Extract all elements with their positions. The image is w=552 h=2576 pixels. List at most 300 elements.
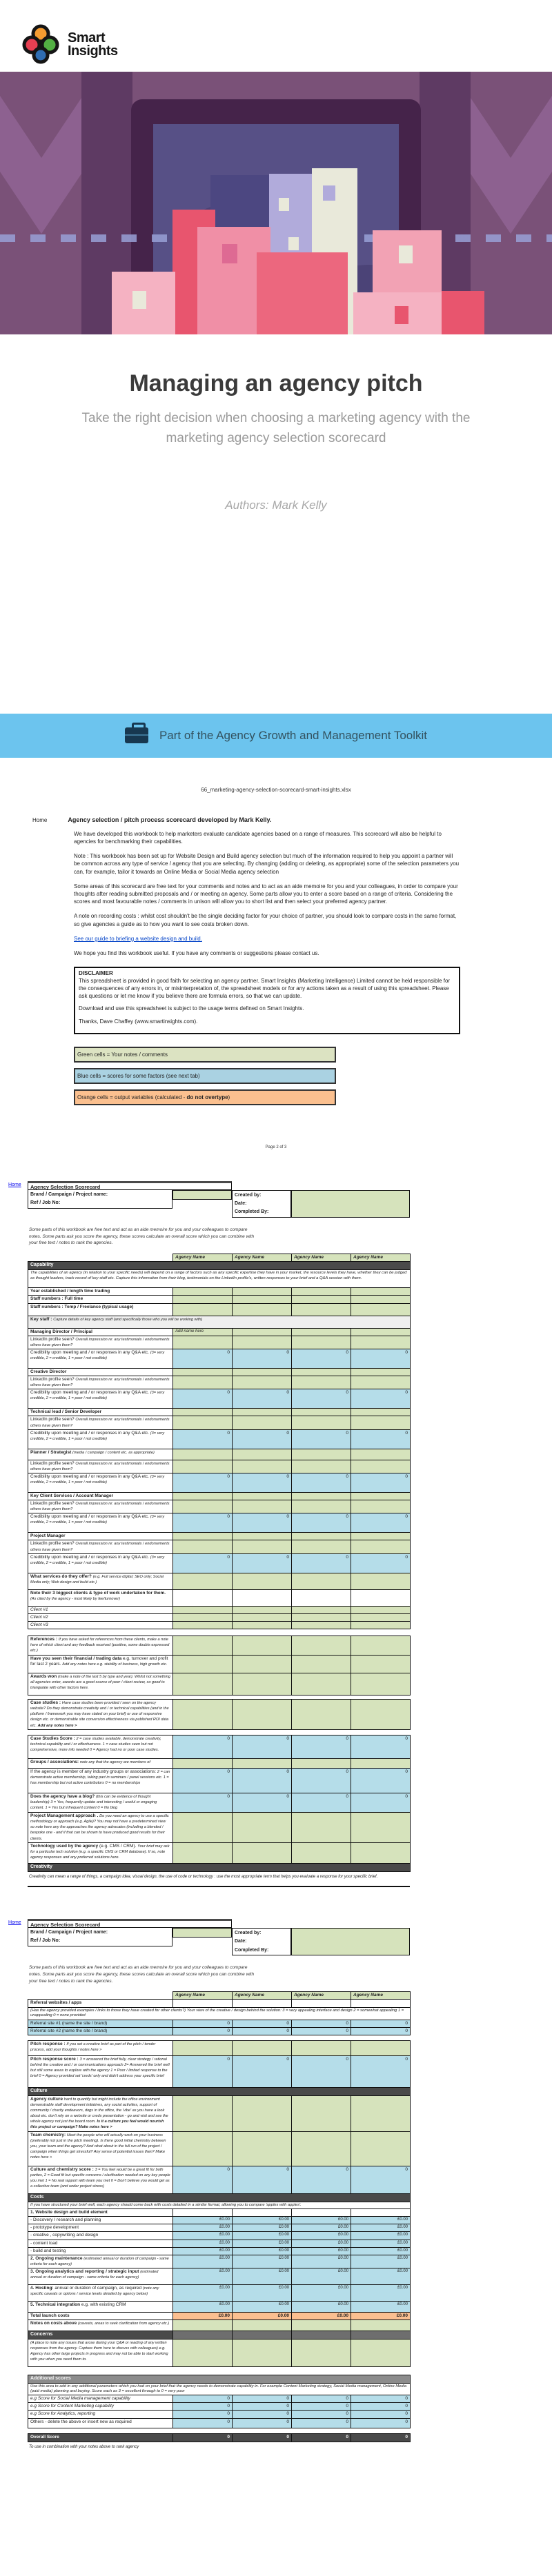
notes-cell[interactable] bbox=[292, 2040, 351, 2055]
notes-cell[interactable] bbox=[351, 1409, 411, 1416]
row-label bbox=[28, 1328, 173, 1336]
notes-cell[interactable] bbox=[292, 1328, 351, 1336]
notes-cell[interactable] bbox=[173, 1621, 233, 1629]
notes-cell[interactable] bbox=[233, 1492, 292, 1500]
row-label bbox=[28, 1769, 173, 1793]
note-sm: (3= very credible, 2 = credible, 1 = poor / not credible) bbox=[30, 1391, 165, 1401]
notes-cell[interactable] bbox=[233, 1842, 292, 1863]
notes-cell[interactable] bbox=[351, 1540, 411, 1553]
notes-cell[interactable] bbox=[292, 1673, 351, 1695]
notes-cell[interactable] bbox=[351, 1700, 411, 1730]
score-cell[interactable]: 0 bbox=[233, 1793, 292, 1813]
notes-cell[interactable] bbox=[173, 1336, 233, 1349]
notes-cell[interactable] bbox=[233, 1296, 292, 1303]
b: Managing Director / Principal bbox=[30, 1329, 92, 1334]
cost-cell[interactable]: £0.00 bbox=[233, 2224, 292, 2232]
notes-cell[interactable] bbox=[292, 1500, 351, 1513]
score-cell[interactable]: 0 bbox=[292, 2411, 351, 2418]
notes-cell[interactable] bbox=[292, 1376, 351, 1389]
notes-cell[interactable] bbox=[233, 1656, 292, 1673]
sheet-intro-note: Some parts of this workbook are free text and act as an aide memoire for you and your colleagues to compare notes. Some parts ask you score the agency, these scores calculate an overall score which you can combine with your free text / notes to rank the agencies. bbox=[29, 1227, 255, 1246]
notes-cell[interactable] bbox=[351, 1328, 411, 1336]
cost-cell[interactable]: £0.00 bbox=[292, 2217, 351, 2224]
entry-cell[interactable] bbox=[292, 2209, 351, 2217]
paragraph: We have developed this workbook to help marketers evaluate candidate agencies based on a range of measures. This scorecard will also be helpful to agencies for benchmarking their capabilities. bbox=[74, 830, 442, 845]
notes-cell[interactable] bbox=[173, 2040, 233, 2055]
score-cell[interactable]: 0 bbox=[292, 1389, 351, 1409]
notes-cell[interactable] bbox=[233, 1606, 292, 1613]
notes-cell[interactable] bbox=[351, 1573, 411, 1589]
briefing-guide-link[interactable]: See our guide to briefing a website design and build. bbox=[74, 935, 202, 942]
row-label bbox=[28, 2040, 173, 2055]
section-header bbox=[28, 2375, 411, 2383]
score-cell[interactable]: 0 bbox=[351, 2020, 411, 2027]
notes-cell[interactable] bbox=[233, 1533, 292, 1540]
score-cell[interactable]: 0 bbox=[173, 1349, 233, 1368]
score-cell[interactable]: 0 bbox=[173, 2020, 233, 2027]
agency-name-cell[interactable]: Agency Name bbox=[233, 1992, 292, 2000]
notes-cell[interactable] bbox=[351, 1813, 411, 1843]
score-cell[interactable]: 0 bbox=[351, 2395, 411, 2403]
notes-cell[interactable] bbox=[173, 1613, 233, 1621]
entry-cell[interactable] bbox=[351, 2209, 411, 2217]
notes-cell[interactable] bbox=[292, 1368, 351, 1376]
score-cell[interactable]: 0 bbox=[292, 2027, 351, 2035]
score-cell[interactable]: 0 bbox=[233, 2418, 292, 2428]
score-cell[interactable]: 0 bbox=[233, 2403, 292, 2411]
score-cell[interactable]: 0 bbox=[351, 1349, 411, 1368]
notes-cell[interactable] bbox=[292, 1336, 351, 1349]
agency-name-cell[interactable]: Agency Name bbox=[292, 1992, 351, 2000]
notes-cell[interactable] bbox=[173, 1533, 233, 1540]
notes-cell[interactable] bbox=[351, 1656, 411, 1673]
cost-cell[interactable]: £0.00 bbox=[233, 2240, 292, 2247]
notes-cell[interactable] bbox=[233, 1673, 292, 1695]
notes-cell[interactable] bbox=[233, 1409, 292, 1416]
created-input-cell[interactable] bbox=[291, 1928, 410, 1955]
notes-cell[interactable] bbox=[292, 1813, 351, 1843]
notes-cell[interactable] bbox=[292, 2339, 351, 2366]
cost-cell[interactable]: £0.00 bbox=[233, 2217, 292, 2224]
notes-cell[interactable] bbox=[351, 2095, 411, 2131]
entry-cell[interactable] bbox=[351, 1589, 411, 1606]
cost-cell[interactable]: £0.00 bbox=[233, 2302, 292, 2313]
notes-cell[interactable] bbox=[233, 1376, 292, 1389]
agency-name-cell[interactable]: Agency Name bbox=[233, 1254, 292, 1262]
notes-cell[interactable] bbox=[351, 1500, 411, 1513]
cost-cell[interactable]: £0.00 bbox=[292, 2285, 351, 2302]
score-cell[interactable]: 0 bbox=[173, 1513, 233, 1533]
note-sm: Is it a culture you feel would nourish this project or campaign? Make notes here > bbox=[30, 2120, 164, 2130]
score-cell[interactable]: 0 bbox=[173, 1389, 233, 1409]
notes-cell[interactable] bbox=[233, 1621, 292, 1629]
overall-score-cell[interactable]: 0 bbox=[233, 2433, 292, 2442]
notes-cell[interactable] bbox=[292, 1759, 351, 1769]
notes-cell[interactable] bbox=[233, 1759, 292, 1769]
notes-cell[interactable] bbox=[351, 1416, 411, 1429]
score-cell[interactable]: 0 bbox=[173, 1473, 233, 1492]
notes-cell[interactable] bbox=[233, 1540, 292, 1553]
score-cell[interactable]: 0 bbox=[173, 2166, 233, 2193]
notes-cell[interactable] bbox=[292, 2320, 351, 2331]
score-cell[interactable]: 0 bbox=[233, 2166, 292, 2193]
note-sm: Overall impression re: any testimonials / endorsements others have given them? bbox=[30, 1542, 170, 1552]
sheet-row bbox=[28, 1793, 411, 1813]
sheet-row bbox=[28, 2131, 411, 2166]
note-sm: Do you need an agency to use a specific methodology or approach (e.g. Agile)? You may not have a predetermined view so note here any the approaches the agency advocates (including a blended / bespoke one - and if that can be shown to have produced good results for their clients. bbox=[30, 1814, 169, 1841]
row-label bbox=[28, 2268, 173, 2285]
notes-cell[interactable] bbox=[233, 1416, 292, 1429]
notes-cell[interactable] bbox=[292, 1533, 351, 1540]
notes-cell[interactable] bbox=[233, 2040, 292, 2055]
score-cell[interactable]: 0 bbox=[173, 1769, 233, 1793]
notes-cell[interactable] bbox=[351, 1673, 411, 1695]
cost-cell[interactable]: £0.00 bbox=[173, 2247, 233, 2255]
cost-cell[interactable]: £0.00 bbox=[173, 2302, 233, 2313]
notes-cell[interactable] bbox=[233, 1613, 292, 1621]
cost-cell[interactable]: £0.00 bbox=[173, 2240, 233, 2247]
cost-cell[interactable]: £0.00 bbox=[173, 2268, 233, 2285]
entry-cell[interactable] bbox=[233, 1589, 292, 1606]
score-cell[interactable]: 0 bbox=[233, 2055, 292, 2087]
cost-cell[interactable]: £0.00 bbox=[173, 2232, 233, 2240]
notes-cell[interactable] bbox=[173, 1759, 233, 1769]
notes-cell[interactable] bbox=[173, 2131, 233, 2166]
score-cell[interactable]: 0 bbox=[351, 1553, 411, 1573]
score-cell[interactable]: 0 bbox=[292, 2395, 351, 2403]
notes-cell[interactable] bbox=[173, 2095, 233, 2131]
agency-name-cell[interactable]: Agency Name bbox=[292, 1254, 351, 1262]
brand-ref-labels bbox=[28, 1190, 172, 1209]
notes-cell[interactable] bbox=[233, 1288, 292, 1296]
notes-cell[interactable] bbox=[233, 2320, 292, 2331]
score-cell[interactable]: 0 bbox=[233, 1769, 292, 1793]
notes-cell[interactable] bbox=[173, 1656, 233, 1673]
cost-cell[interactable]: £0.00 bbox=[173, 2217, 233, 2224]
score-cell[interactable]: 0 bbox=[351, 2027, 411, 2035]
score-cell[interactable]: 0 bbox=[292, 1513, 351, 1533]
cost-cell[interactable]: £0.00 bbox=[233, 2285, 292, 2302]
score-cell[interactable]: 0 bbox=[292, 1429, 351, 1449]
cost-cell[interactable]: £0.00 bbox=[351, 2217, 411, 2224]
notes-cell[interactable] bbox=[351, 1606, 411, 1613]
score-cell[interactable]: 0 bbox=[233, 2027, 292, 2035]
notes-cell[interactable] bbox=[233, 2339, 292, 2366]
notes-cell[interactable] bbox=[233, 1460, 292, 1473]
notes-cell[interactable] bbox=[292, 1842, 351, 1863]
total-cell[interactable]: £0.00 bbox=[292, 2313, 351, 2320]
total-cell[interactable]: £0.00 bbox=[351, 2313, 411, 2320]
notes-cell[interactable] bbox=[292, 1621, 351, 1629]
note-sm: If you have asked for references from these clients, make a note here of which client and any feedback received (positive, some doubts expressed etc.) bbox=[30, 1638, 170, 1653]
notes-cell[interactable] bbox=[292, 1613, 351, 1621]
notes-cell[interactable] bbox=[292, 1700, 351, 1730]
notes-cell[interactable] bbox=[233, 1368, 292, 1376]
notes-cell[interactable] bbox=[173, 1288, 233, 1296]
score-cell[interactable]: 0 bbox=[233, 1553, 292, 1573]
notes-cell[interactable] bbox=[292, 1656, 351, 1673]
total-cell[interactable]: £0.00 bbox=[173, 2313, 233, 2320]
notes-cell[interactable] bbox=[173, 1813, 233, 1843]
cost-cell[interactable]: £0.00 bbox=[173, 2285, 233, 2302]
notes-cell[interactable] bbox=[173, 1449, 233, 1460]
score-cell[interactable]: 0 bbox=[351, 2055, 411, 2087]
notes-cell[interactable] bbox=[292, 2131, 351, 2166]
score-cell[interactable]: 0 bbox=[292, 2403, 351, 2411]
notes-cell[interactable] bbox=[292, 1303, 351, 1316]
notes-cell[interactable] bbox=[173, 1460, 233, 1473]
notes-cell[interactable] bbox=[173, 1296, 233, 1303]
score-cell[interactable]: 0 bbox=[233, 1735, 292, 1759]
score-cell[interactable]: 0 bbox=[292, 1793, 351, 1813]
notes-cell[interactable] bbox=[233, 1328, 292, 1336]
score-cell[interactable]: 0 bbox=[233, 1349, 292, 1368]
score-cell[interactable]: 0 bbox=[173, 1793, 233, 1813]
notes-cell[interactable] bbox=[292, 1296, 351, 1303]
score-cell[interactable]: 0 bbox=[292, 2055, 351, 2087]
sheet-row bbox=[28, 1540, 411, 1553]
notes-cell[interactable] bbox=[292, 1573, 351, 1589]
notes-cell[interactable] bbox=[351, 1449, 411, 1460]
notes-cell[interactable] bbox=[351, 1303, 411, 1316]
score-cell[interactable]: 0 bbox=[173, 2411, 233, 2418]
b: 3. Ongoing analytics and reporting / strategic input bbox=[30, 2269, 141, 2275]
score-cell[interactable]: 0 bbox=[292, 2166, 351, 2193]
notes-cell[interactable] bbox=[173, 1409, 233, 1416]
score-cell[interactable]: 0 bbox=[173, 2027, 233, 2035]
score-cell[interactable]: 0 bbox=[233, 1429, 292, 1449]
score-cell[interactable]: 0 bbox=[351, 1769, 411, 1793]
cost-cell[interactable]: £0.00 bbox=[351, 2285, 411, 2302]
score-cell[interactable]: 0 bbox=[292, 2418, 351, 2428]
notes-cell[interactable] bbox=[351, 1460, 411, 1473]
notes-cell[interactable] bbox=[292, 1492, 351, 1500]
score-cell[interactable]: 0 bbox=[173, 2418, 233, 2428]
score-cell[interactable]: 0 bbox=[292, 1553, 351, 1573]
cost-cell[interactable]: £0.00 bbox=[292, 2232, 351, 2240]
notes-cell[interactable] bbox=[351, 1759, 411, 1769]
score-cell[interactable]: 0 bbox=[173, 2395, 233, 2403]
score-cell[interactable]: 0 bbox=[173, 1429, 233, 1449]
score-cell[interactable]: 0 bbox=[351, 1793, 411, 1813]
notes-cell[interactable] bbox=[292, 1636, 351, 1656]
b: Pitch response score : bbox=[30, 2056, 80, 2062]
notes-cell[interactable] bbox=[351, 1842, 411, 1863]
notes-cell[interactable] bbox=[292, 1540, 351, 1553]
notes-cell[interactable] bbox=[351, 1336, 411, 1349]
notes-cell[interactable] bbox=[233, 1636, 292, 1656]
cost-cell[interactable]: £0.00 bbox=[173, 2255, 233, 2268]
row-label bbox=[28, 1553, 173, 1573]
it: e.g Score for Analytics, reporting bbox=[30, 2411, 96, 2417]
row-label bbox=[28, 2232, 173, 2240]
notes-cell[interactable]: Add name here bbox=[173, 1328, 233, 1336]
notes-cell[interactable] bbox=[351, 1296, 411, 1303]
notes-cell[interactable] bbox=[351, 1376, 411, 1389]
notes-cell[interactable] bbox=[233, 1573, 292, 1589]
row-label bbox=[28, 2320, 173, 2331]
notes-cell[interactable] bbox=[292, 1449, 351, 1460]
score-cell[interactable]: 0 bbox=[233, 1389, 292, 1409]
cost-cell[interactable]: £0.00 bbox=[351, 2255, 411, 2268]
notes-cell[interactable] bbox=[292, 1606, 351, 1613]
notes-cell[interactable] bbox=[351, 2131, 411, 2166]
b: Staff numbers : Full time bbox=[30, 1296, 83, 1302]
score-cell[interactable]: 0 bbox=[233, 1473, 292, 1492]
notes-cell[interactable] bbox=[173, 1606, 233, 1613]
notes-cell[interactable] bbox=[233, 1303, 292, 1316]
cost-cell[interactable]: £0.00 bbox=[351, 2240, 411, 2247]
notes-cell[interactable] bbox=[351, 1636, 411, 1656]
score-cell[interactable]: 0 bbox=[351, 2418, 411, 2428]
score-cell[interactable]: 0 bbox=[173, 2055, 233, 2087]
notes-cell[interactable] bbox=[173, 1368, 233, 1376]
score-cell[interactable]: 0 bbox=[292, 2020, 351, 2027]
notes-cell[interactable] bbox=[173, 1842, 233, 1863]
cost-cell[interactable]: £0.00 bbox=[351, 2224, 411, 2232]
score-cell[interactable]: 0 bbox=[351, 2411, 411, 2418]
b: Additional scores bbox=[30, 2375, 71, 2381]
notes-cell[interactable] bbox=[233, 1449, 292, 1460]
notes-cell[interactable] bbox=[173, 1500, 233, 1513]
cost-cell[interactable]: £0.00 bbox=[233, 2255, 292, 2268]
notes-cell[interactable] bbox=[173, 2320, 233, 2331]
row-label bbox=[28, 2411, 173, 2418]
agency-name-cell[interactable]: Agency Name bbox=[173, 1992, 233, 2000]
score-cell[interactable]: 0 bbox=[351, 1429, 411, 1449]
score-cell[interactable]: 0 bbox=[233, 2020, 292, 2027]
agency-name-cell[interactable]: Agency Name bbox=[351, 1254, 411, 1262]
notes-cell[interactable] bbox=[351, 2339, 411, 2366]
cost-cell[interactable]: £0.00 bbox=[351, 2232, 411, 2240]
entry-cell[interactable] bbox=[292, 2000, 351, 2007]
cost-cell[interactable]: £0.00 bbox=[351, 2247, 411, 2255]
sheet-row bbox=[28, 1296, 411, 1303]
span: LinkedIn profile seen? bbox=[30, 1377, 76, 1382]
notes-cell[interactable] bbox=[292, 1416, 351, 1429]
cost-cell[interactable]: £0.00 bbox=[351, 2268, 411, 2285]
total-cell[interactable]: £0.00 bbox=[233, 2313, 292, 2320]
score-cell[interactable]: 0 bbox=[233, 2411, 292, 2418]
entry-cell[interactable] bbox=[173, 1589, 233, 1606]
entry-cell[interactable] bbox=[173, 2209, 233, 2217]
entry-cell[interactable] bbox=[351, 2000, 411, 2007]
row-label bbox=[28, 1288, 173, 1296]
score-cell[interactable]: 0 bbox=[173, 1735, 233, 1759]
notes-cell[interactable] bbox=[292, 1409, 351, 1416]
notes-cell[interactable] bbox=[292, 1460, 351, 1473]
row-label bbox=[28, 2285, 173, 2302]
overall-score-cell[interactable]: 0 bbox=[173, 2433, 233, 2442]
notes-cell[interactable] bbox=[351, 1288, 411, 1296]
notes-cell[interactable] bbox=[173, 1700, 233, 1730]
agency-name-cell[interactable]: Agency Name bbox=[351, 1992, 411, 2000]
date-label: Date: bbox=[235, 1939, 247, 1944]
cost-cell[interactable]: £0.00 bbox=[351, 2302, 411, 2313]
notes-cell[interactable] bbox=[233, 1813, 292, 1843]
notes-cell[interactable] bbox=[351, 1621, 411, 1629]
score-cell[interactable]: 0 bbox=[173, 2403, 233, 2411]
notes-cell[interactable] bbox=[351, 1492, 411, 1500]
notes-cell[interactable] bbox=[233, 1500, 292, 1513]
notes-cell[interactable] bbox=[351, 2040, 411, 2055]
score-cell[interactable]: 0 bbox=[351, 1473, 411, 1492]
cost-cell[interactable]: £0.00 bbox=[173, 2224, 233, 2232]
notes-cell[interactable] bbox=[173, 1376, 233, 1389]
entry-cell[interactable] bbox=[292, 1589, 351, 1606]
entry-cell[interactable] bbox=[233, 2000, 292, 2007]
it: Client #1 bbox=[30, 1607, 48, 1612]
cost-cell[interactable]: £0.00 bbox=[233, 2232, 292, 2240]
cost-cell[interactable]: £0.00 bbox=[233, 2268, 292, 2285]
notes-cell[interactable] bbox=[173, 1573, 233, 1589]
agency-name-cell[interactable]: Agency Name bbox=[173, 1254, 233, 1262]
notes-cell[interactable] bbox=[173, 1416, 233, 1429]
notes-cell[interactable] bbox=[233, 1700, 292, 1730]
cost-cell[interactable]: £0.00 bbox=[292, 2255, 351, 2268]
score-cell[interactable]: 0 bbox=[351, 1735, 411, 1759]
notes-cell[interactable] bbox=[173, 1540, 233, 1553]
created-input-cell[interactable] bbox=[291, 1190, 410, 1218]
sheet-home-link[interactable]: Home bbox=[8, 1920, 21, 1926]
overall-score-cell[interactable]: 0 bbox=[292, 2433, 351, 2442]
overall-score-cell[interactable]: 0 bbox=[351, 2433, 411, 2442]
score-cell[interactable]: 0 bbox=[351, 2166, 411, 2193]
cost-cell[interactable]: £0.00 bbox=[233, 2247, 292, 2255]
cost-cell[interactable]: £0.00 bbox=[292, 2240, 351, 2247]
notes-cell[interactable] bbox=[351, 2320, 411, 2331]
notes-cell[interactable] bbox=[292, 1288, 351, 1296]
entry-cell[interactable] bbox=[173, 2000, 233, 2007]
notes-cell[interactable] bbox=[173, 1303, 233, 1316]
notes-cell[interactable] bbox=[233, 1336, 292, 1349]
score-cell[interactable]: 0 bbox=[292, 1769, 351, 1793]
score-cell[interactable]: 0 bbox=[233, 2395, 292, 2403]
notes-cell[interactable] bbox=[351, 1533, 411, 1540]
score-cell[interactable]: 0 bbox=[233, 1513, 292, 1533]
notes-cell[interactable] bbox=[351, 1613, 411, 1621]
score-cell[interactable]: 0 bbox=[173, 1553, 233, 1573]
cost-cell[interactable]: £0.00 bbox=[292, 2302, 351, 2313]
row-label bbox=[28, 1636, 173, 1656]
brand-input-cell[interactable] bbox=[172, 1190, 232, 1200]
score-cell[interactable]: 0 bbox=[351, 2403, 411, 2411]
score-cell[interactable]: 0 bbox=[292, 1349, 351, 1368]
b: Key Client Services / Account Manager bbox=[30, 1493, 114, 1498]
score-cell[interactable]: 0 bbox=[292, 1473, 351, 1492]
notes-cell[interactable] bbox=[233, 2095, 292, 2131]
cost-cell[interactable]: £0.00 bbox=[292, 2247, 351, 2255]
notes-cell[interactable] bbox=[173, 2339, 233, 2366]
notes-cell[interactable] bbox=[233, 2131, 292, 2166]
row-label bbox=[28, 1573, 173, 1589]
cost-cell[interactable]: £0.00 bbox=[292, 2224, 351, 2232]
notes-cell[interactable] bbox=[173, 1636, 233, 1656]
sheet-home-link[interactable]: Home bbox=[8, 1182, 21, 1187]
notes-cell[interactable] bbox=[173, 1673, 233, 1695]
note-sm: Meet the people who will actually work on your business (preferably not just in the pitch meeting). Is there good initial chemistry between you, your team and the agency? And what about in the full run of the project / campaign when things get stressful? Any sense of potential issues then? Make notes here > bbox=[30, 2133, 166, 2160]
note-sm: (3= very credible, 2 = credible, 1 = poor / not credible) bbox=[30, 1555, 165, 1565]
score-cell[interactable]: 0 bbox=[292, 1735, 351, 1759]
score-cell[interactable]: 0 bbox=[351, 1389, 411, 1409]
notes-cell[interactable] bbox=[351, 1368, 411, 1376]
notes-cell[interactable] bbox=[292, 2095, 351, 2131]
notes-cell[interactable] bbox=[173, 1492, 233, 1500]
score-cell[interactable]: 0 bbox=[351, 1513, 411, 1533]
cost-cell[interactable]: £0.00 bbox=[292, 2268, 351, 2285]
brand-input-cell[interactable] bbox=[172, 1928, 232, 1938]
entry-cell[interactable] bbox=[233, 2209, 292, 2217]
